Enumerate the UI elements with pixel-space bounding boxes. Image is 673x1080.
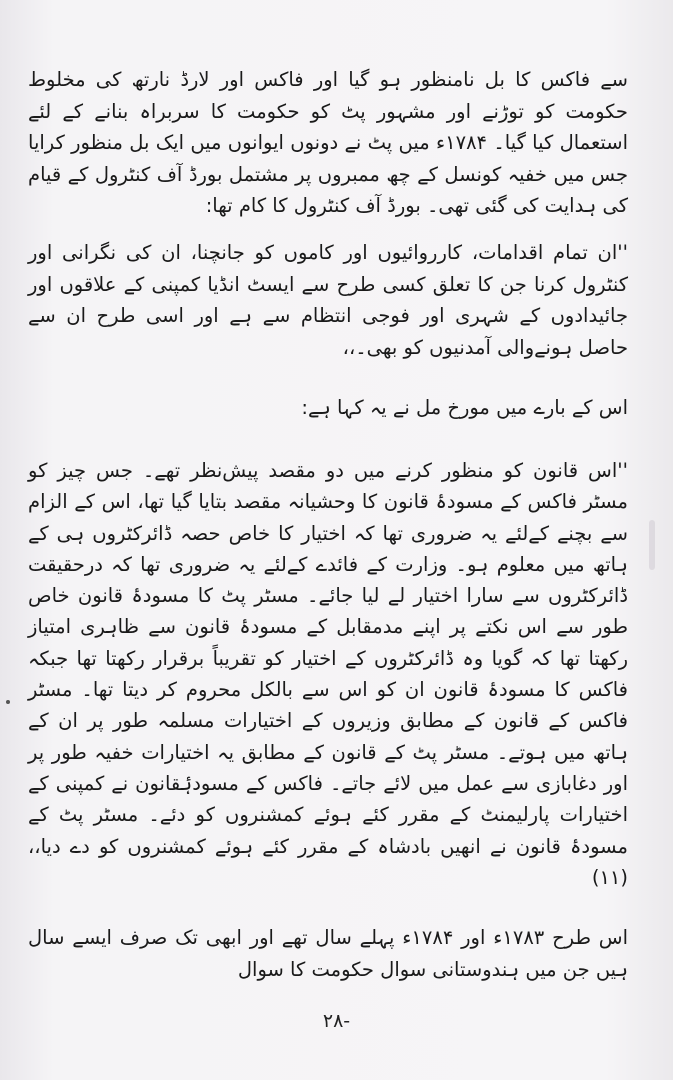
quote-mill-text: ''اس قانون کو منظور کرنے میں دو مقصد پیش‌نظر تھے۔ جس چیز کو مسٹر فاکس کے مسودۂ قانون کا وحشیانہ مقصد بتایا گیا تھا، اس کے الزام سے بچنے کےلئے یہ ضروری تھا کہ اختیار کا خاص حصہ ڈائرکٹروں ہی کے ہاتھ میں معلوم ہو۔ وزارت کے فائدے کےلئے یہ ضروری تھا کہ درحقیقت ڈائرکٹروں سے سارا اختیار لے لیا جائے۔ مسٹر پٹ کا مسودۂ قانون خاص طور سے اس نکتے پر اپنے مدمقابل کے مسودۂ قانون سے ظاہری امتیاز رکھتا تھا کہ گویا وہ ڈائرکٹروں کے اختیار کو تقریباً برقرار رکھتا تھا جبکہ فاکس کا مسودۂ قانون ان کو اس سے بالکل محروم کر دیتا تھا۔ مسٹر فاکس کے قانون کے مطابق وزیروں کے اختیارات مسلمہ طور پر ان کے ہاتھ میں ہوتے۔ مسٹر پٹ کے قانون کے مطابق یہ اختیارات خفیہ طور پر اور دغابازی سے عمل میں لائے جاتے۔ فاکس کے مسودۂقانون نے کمپنی کے اختیارات پارلیمنٹ کے مقرر کئے ہوئے کمشنروں کو دئے۔ مسٹر پٹ کے مسودۂ قانون نے انھیں بادشاہ کے مقرر کئے ہوئے کمشنروں کو دے دیا،،: [28, 459, 628, 858]
paragraph-opening: [28, 64, 628, 222]
mill-intro: [28, 392, 628, 424]
quote-board-of-control: [28, 237, 628, 363]
quote-board-of-control-text: ''ان تمام اقدامات، کارروائیوں اور کاموں کو جانچنا، ان کی نگرانی اور کنٹرول کرنا جن کا تعلق کسی طرح سے ایسٹ انڈیا کمپنی کے علاقوں اور جائیدادوں کے شہری اور فوجی انتظام سے ہے اور اسی طرح ان سے حاصل ہونےوالی آمدنیوں کو بھی۔،،: [28, 241, 628, 359]
margin-dot: [6, 700, 10, 704]
footnote-reference: (۱۱): [591, 865, 628, 889]
quote-mill: [28, 455, 628, 893]
paragraph-closing: [28, 922, 628, 985]
paragraph-closing-text: اس طرح ۱۷۸۳ء اور ۱۷۸۴ء پہلے سال تھے اور ابھی تک صرف ایسے سال ہیں جن میں ہندوستانی سوال حکومت کا سوال: [28, 926, 628, 981]
mill-intro-text: اس کے بارے میں مورخ مل نے یہ کہا ہے:: [301, 396, 628, 419]
paragraph-opening-text: سے فاکس کا بل نامنظور ہو گیا اور فاکس اور لارڈ نارتھ کی مخلوط حکومت کو توڑنے اور مشہور پٹ کو حکومت کا سربراہ بنانے کے لئے استعمال کیا گیا۔ ۱۷۸۴ء میں پٹ نے دونوں ایوانوں میں ایک بل منظور کرایا جس میں خفیہ کونسل کے چھ ممبروں پر مشتمل بورڈ آف کنٹرول کے قیام کی ہدایت کی گئی تھی۔ بورڈ آف کنٹرول کا کام تھا:: [28, 68, 628, 217]
page-number: -۲۸: [322, 1010, 351, 1032]
paper-smudge: [649, 520, 655, 570]
